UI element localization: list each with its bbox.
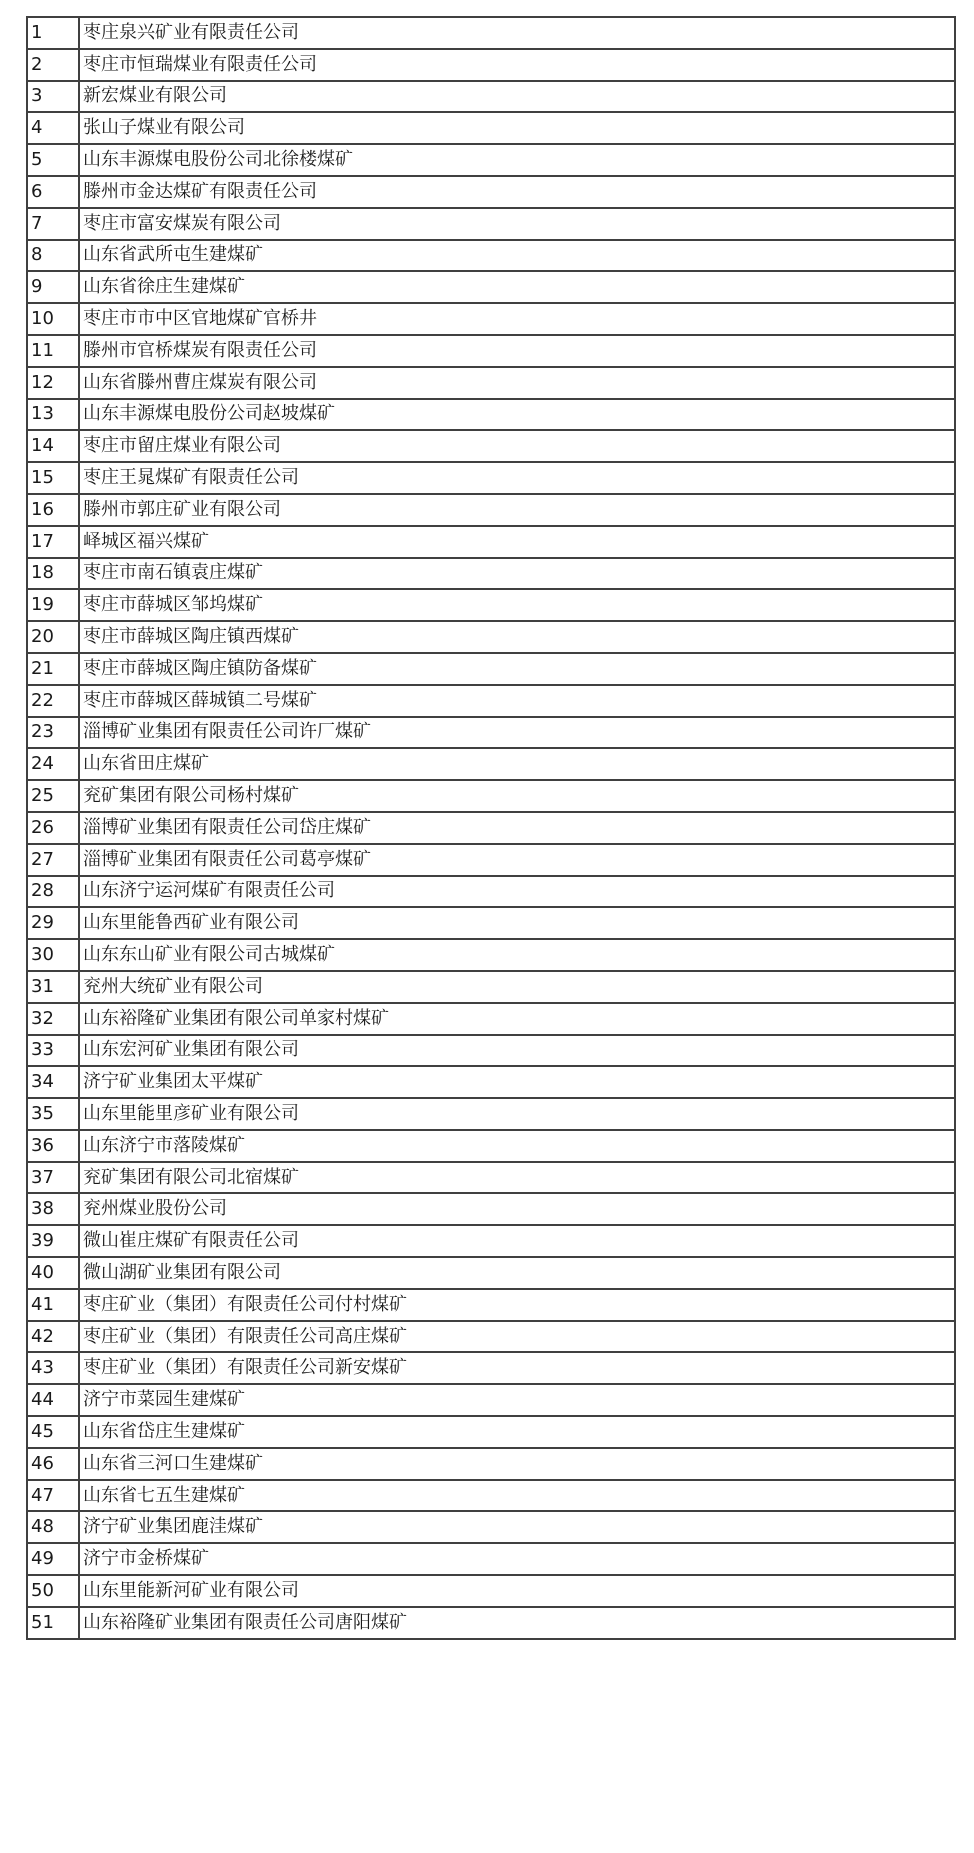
row-number-cell: 8 <box>27 240 79 272</box>
row-number-cell: 23 <box>27 717 79 749</box>
company-name-cell: 兖州大统矿业有限公司 <box>79 971 955 1003</box>
row-number-cell: 32 <box>27 1003 79 1035</box>
table-row <box>27 558 955 590</box>
table-row <box>27 144 955 176</box>
row-number-cell: 47 <box>27 1480 79 1512</box>
company-name-cell: 山东省三河口生建煤矿 <box>79 1448 955 1480</box>
table-row <box>27 303 955 335</box>
row-number-cell: 14 <box>27 430 79 462</box>
row-number-cell: 51 <box>27 1607 79 1639</box>
company-name-cell: 微山湖矿业集团有限公司 <box>79 1257 955 1289</box>
table-row <box>27 844 955 876</box>
company-name-cell: 峄城区福兴煤矿 <box>79 526 955 558</box>
table-row <box>27 112 955 144</box>
table-row <box>27 1193 955 1225</box>
table-row <box>27 430 955 462</box>
row-number-cell: 25 <box>27 780 79 812</box>
table-row <box>27 717 955 749</box>
row-number-cell: 7 <box>27 208 79 240</box>
row-number-cell: 33 <box>27 1035 79 1067</box>
table-row <box>27 1416 955 1448</box>
table-row <box>27 1162 955 1194</box>
company-name-cell: 枣庄矿业（集团）有限责任公司新安煤矿 <box>79 1352 955 1384</box>
table-row <box>27 208 955 240</box>
company-name-cell: 山东省武所屯生建煤矿 <box>79 240 955 272</box>
company-name-cell: 枣庄市恒瑞煤业有限责任公司 <box>79 49 955 81</box>
table-row <box>27 462 955 494</box>
table-row <box>27 876 955 908</box>
company-name-cell: 山东省滕州曹庄煤炭有限公司 <box>79 367 955 399</box>
table-row <box>27 176 955 208</box>
table-row <box>27 589 955 621</box>
company-name-cell: 枣庄王晁煤矿有限责任公司 <box>79 462 955 494</box>
company-name-cell: 张山子煤业有限公司 <box>79 112 955 144</box>
mine-list-table-container <box>26 16 956 1640</box>
company-name-cell: 枣庄泉兴矿业有限责任公司 <box>79 17 955 49</box>
table-row <box>27 812 955 844</box>
company-name-cell: 枣庄矿业（集团）有限责任公司高庄煤矿 <box>79 1321 955 1353</box>
table-row <box>27 939 955 971</box>
row-number-cell: 22 <box>27 685 79 717</box>
table-row <box>27 1543 955 1575</box>
company-name-cell: 山东里能新河矿业有限公司 <box>79 1575 955 1607</box>
table-row <box>27 907 955 939</box>
row-number-cell: 20 <box>27 621 79 653</box>
row-number-cell: 17 <box>27 526 79 558</box>
table-row <box>27 49 955 81</box>
row-number-cell: 11 <box>27 335 79 367</box>
row-number-cell: 12 <box>27 367 79 399</box>
row-number-cell: 43 <box>27 1352 79 1384</box>
table-row <box>27 494 955 526</box>
row-number-cell: 39 <box>27 1225 79 1257</box>
table-row <box>27 1098 955 1130</box>
table-row <box>27 1321 955 1353</box>
row-number-cell: 49 <box>27 1543 79 1575</box>
row-number-cell: 36 <box>27 1130 79 1162</box>
table-row <box>27 1575 955 1607</box>
company-name-cell: 枣庄市薛城区陶庄镇防备煤矿 <box>79 653 955 685</box>
table-row <box>27 685 955 717</box>
company-name-cell: 淄博矿业集团有限责任公司岱庄煤矿 <box>79 812 955 844</box>
row-number-cell: 37 <box>27 1162 79 1194</box>
table-row <box>27 1448 955 1480</box>
company-name-cell: 济宁矿业集团太平煤矿 <box>79 1066 955 1098</box>
row-number-cell: 26 <box>27 812 79 844</box>
company-name-cell: 枣庄市市中区官地煤矿官桥井 <box>79 303 955 335</box>
company-name-cell: 兖州煤业股份公司 <box>79 1193 955 1225</box>
table-row <box>27 1511 955 1543</box>
table-row <box>27 1130 955 1162</box>
company-name-cell: 枣庄市薛城区薛城镇二号煤矿 <box>79 685 955 717</box>
table-row <box>27 240 955 272</box>
table-row <box>27 1035 955 1067</box>
row-number-cell: 35 <box>27 1098 79 1130</box>
row-number-cell: 31 <box>27 971 79 1003</box>
company-name-cell: 枣庄市南石镇袁庄煤矿 <box>79 558 955 590</box>
company-name-cell: 山东省岱庄生建煤矿 <box>79 1416 955 1448</box>
company-name-cell: 滕州市官桥煤炭有限责任公司 <box>79 335 955 367</box>
table-row <box>27 17 955 49</box>
table-row <box>27 1257 955 1289</box>
table-row <box>27 971 955 1003</box>
company-name-cell: 滕州市金达煤矿有限责任公司 <box>79 176 955 208</box>
company-name-cell: 山东裕隆矿业集团有限公司单家村煤矿 <box>79 1003 955 1035</box>
company-name-cell: 枣庄市薛城区陶庄镇西煤矿 <box>79 621 955 653</box>
mine-list-body <box>27 17 955 1639</box>
table-row <box>27 1607 955 1639</box>
table-row <box>27 780 955 812</box>
table-row <box>27 748 955 780</box>
row-number-cell: 21 <box>27 653 79 685</box>
row-number-cell: 50 <box>27 1575 79 1607</box>
table-row <box>27 1480 955 1512</box>
row-number-cell: 28 <box>27 876 79 908</box>
row-number-cell: 30 <box>27 939 79 971</box>
table-row <box>27 526 955 558</box>
company-name-cell: 山东济宁市落陵煤矿 <box>79 1130 955 1162</box>
row-number-cell: 10 <box>27 303 79 335</box>
table-row <box>27 653 955 685</box>
company-name-cell: 济宁市金桥煤矿 <box>79 1543 955 1575</box>
table-row <box>27 1225 955 1257</box>
company-name-cell: 山东省七五生建煤矿 <box>79 1480 955 1512</box>
company-name-cell: 枣庄矿业（集团）有限责任公司付村煤矿 <box>79 1289 955 1321</box>
company-name-cell: 山东裕隆矿业集团有限责任公司唐阳煤矿 <box>79 1607 955 1639</box>
row-number-cell: 24 <box>27 748 79 780</box>
company-name-cell: 微山崔庄煤矿有限责任公司 <box>79 1225 955 1257</box>
company-name-cell: 淄博矿业集团有限责任公司许厂煤矿 <box>79 717 955 749</box>
company-name-cell: 淄博矿业集团有限责任公司葛亭煤矿 <box>79 844 955 876</box>
mine-list-table <box>26 16 956 1640</box>
table-row <box>27 1352 955 1384</box>
company-name-cell: 山东济宁运河煤矿有限责任公司 <box>79 876 955 908</box>
table-row <box>27 367 955 399</box>
company-name-cell: 兖矿集团有限公司北宿煤矿 <box>79 1162 955 1194</box>
company-name-cell: 山东丰源煤电股份公司赵坡煤矿 <box>79 399 955 431</box>
company-name-cell: 山东省田庄煤矿 <box>79 748 955 780</box>
table-row <box>27 1384 955 1416</box>
table-row <box>27 621 955 653</box>
row-number-cell: 46 <box>27 1448 79 1480</box>
row-number-cell: 45 <box>27 1416 79 1448</box>
row-number-cell: 3 <box>27 81 79 113</box>
row-number-cell: 16 <box>27 494 79 526</box>
row-number-cell: 27 <box>27 844 79 876</box>
row-number-cell: 29 <box>27 907 79 939</box>
table-row <box>27 1066 955 1098</box>
table-row <box>27 335 955 367</box>
company-name-cell: 山东省徐庄生建煤矿 <box>79 271 955 303</box>
row-number-cell: 44 <box>27 1384 79 1416</box>
company-name-cell: 山东宏河矿业集团有限公司 <box>79 1035 955 1067</box>
row-number-cell: 1 <box>27 17 79 49</box>
company-name-cell: 枣庄市留庄煤业有限公司 <box>79 430 955 462</box>
table-row <box>27 271 955 303</box>
company-name-cell: 济宁矿业集团鹿洼煤矿 <box>79 1511 955 1543</box>
row-number-cell: 6 <box>27 176 79 208</box>
company-name-cell: 兖矿集团有限公司杨村煤矿 <box>79 780 955 812</box>
row-number-cell: 5 <box>27 144 79 176</box>
table-row <box>27 81 955 113</box>
row-number-cell: 19 <box>27 589 79 621</box>
row-number-cell: 41 <box>27 1289 79 1321</box>
table-row <box>27 1003 955 1035</box>
company-name-cell: 山东丰源煤电股份公司北徐楼煤矿 <box>79 144 955 176</box>
row-number-cell: 13 <box>27 399 79 431</box>
row-number-cell: 2 <box>27 49 79 81</box>
row-number-cell: 38 <box>27 1193 79 1225</box>
company-name-cell: 枣庄市富安煤炭有限公司 <box>79 208 955 240</box>
company-name-cell: 山东里能鲁西矿业有限公司 <box>79 907 955 939</box>
row-number-cell: 34 <box>27 1066 79 1098</box>
company-name-cell: 滕州市郭庄矿业有限公司 <box>79 494 955 526</box>
row-number-cell: 18 <box>27 558 79 590</box>
row-number-cell: 4 <box>27 112 79 144</box>
row-number-cell: 42 <box>27 1321 79 1353</box>
row-number-cell: 15 <box>27 462 79 494</box>
company-name-cell: 枣庄市薛城区邹坞煤矿 <box>79 589 955 621</box>
company-name-cell: 新宏煤业有限公司 <box>79 81 955 113</box>
table-row <box>27 1289 955 1321</box>
row-number-cell: 40 <box>27 1257 79 1289</box>
company-name-cell: 山东里能里彦矿业有限公司 <box>79 1098 955 1130</box>
table-row <box>27 399 955 431</box>
company-name-cell: 山东东山矿业有限公司古城煤矿 <box>79 939 955 971</box>
row-number-cell: 48 <box>27 1511 79 1543</box>
company-name-cell: 济宁市菜园生建煤矿 <box>79 1384 955 1416</box>
row-number-cell: 9 <box>27 271 79 303</box>
